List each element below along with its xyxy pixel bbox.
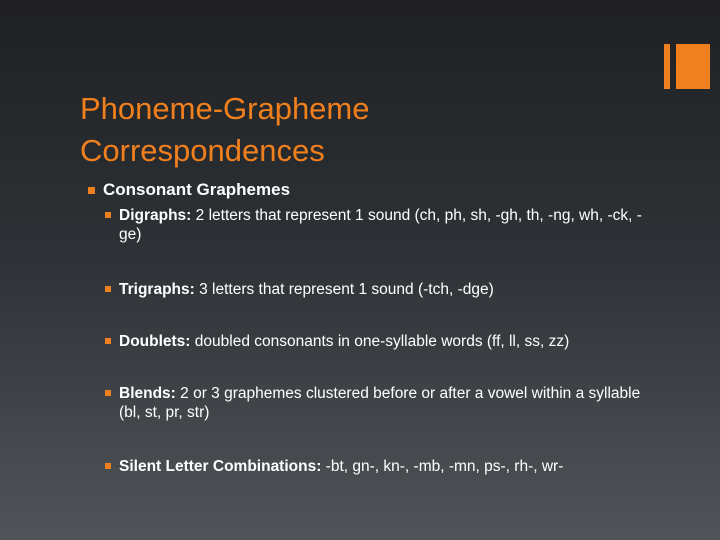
list-item-trigraphs [105,280,645,299]
list-item-description: 2 letters that represent 1 sound (ch, ph, sh, -gh, th, -ng, wh, -ck, -ge) [119,207,642,243]
list-item-description: doubled consonants in one-syllable words (ff, ll, ss, zz) [190,333,570,350]
bullet-square-icon [105,212,111,218]
list-item-silent-letters [105,457,645,476]
bullet-square-icon [88,187,95,194]
slide-title-line-1: Phoneme-Grapheme [80,91,370,126]
list-item-term: Silent Letter Combinations: [119,458,322,475]
slide-title [80,88,640,172]
list-item-description: 2 or 3 graphemes clustered before or after a vowel within a syllable (bl, st, pr, str) [119,385,641,421]
list-item-term: Doublets: [119,333,191,350]
list-item-term: Blends: [119,385,176,402]
list-item-text [119,384,645,422]
list-item-blends [105,384,645,422]
list-item-text [119,332,645,351]
list-item-text [119,280,645,299]
bullet-square-icon [105,463,111,469]
bullet-list [88,180,668,475]
list-item-term: Digraphs: [119,207,192,224]
list-item-term: Trigraphs: [119,281,195,298]
list-item-description: 3 letters that represent 1 sound (-tch, -dge) [194,281,494,298]
section-heading-text: Consonant Graphemes [103,180,291,199]
list-item-text [119,206,645,244]
bullet-square-icon [105,338,111,344]
slide-title-line-2: Correspondences [80,133,325,168]
accent-bar [664,44,670,89]
list-item-doublets [105,332,645,351]
bullet-square-icon [105,390,111,396]
list-item-description: -bt, gn-, kn-, -mb, -mn, ps-, rh-, wr- [321,458,564,475]
list-item-digraphs [105,206,645,244]
accent-block [676,44,710,89]
list-item-text [119,457,645,476]
bullet-square-icon [105,286,111,292]
section-heading [88,180,668,200]
